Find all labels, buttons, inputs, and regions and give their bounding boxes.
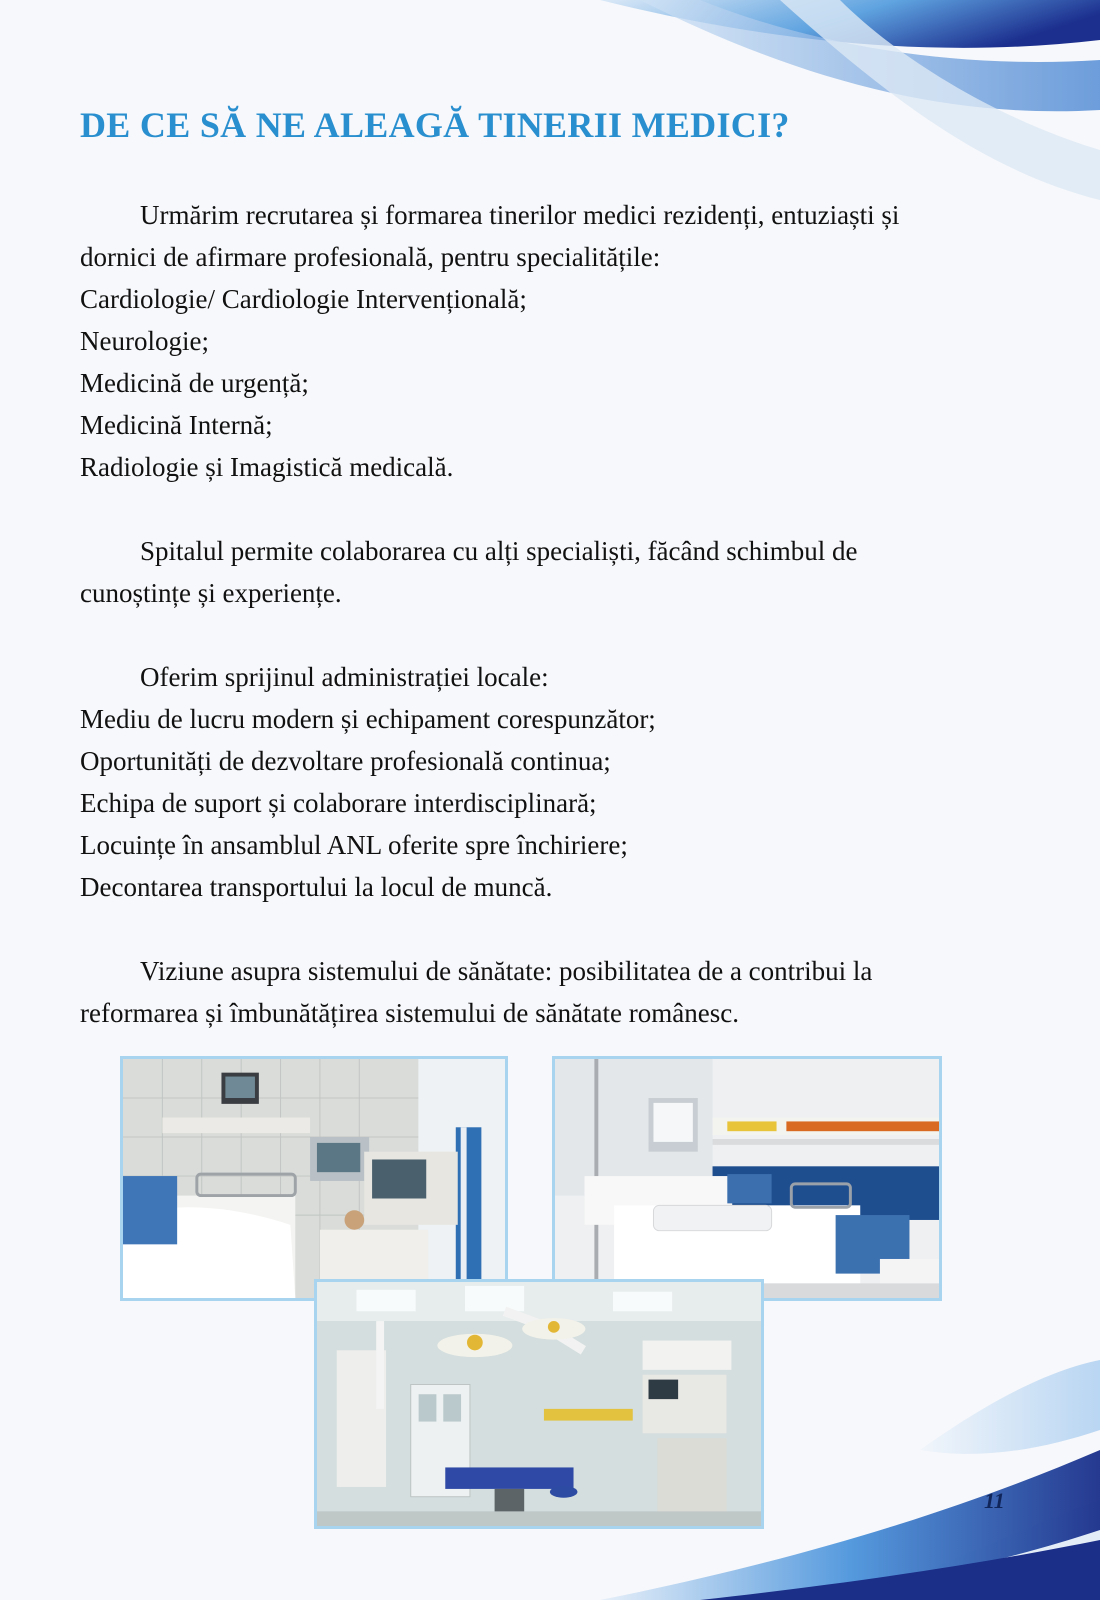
specialty-item: Radiologie și Imagistică medicală. xyxy=(80,452,454,482)
body-text xyxy=(80,194,960,1034)
specialty-item: Medicină Internă; xyxy=(80,410,273,440)
page-title: DE CE SĂ NE ALEAGĂ TINERII MEDICI? xyxy=(80,105,790,145)
specialty-item: Neurologie; xyxy=(80,326,209,356)
support-item: Decontarea transportului la locul de muncă. xyxy=(80,872,553,902)
support-item: Mediu de lucru modern și echipament corespunzător; xyxy=(80,704,656,734)
page-number: 11 xyxy=(984,1488,1005,1513)
collaboration-paragraph: Spitalul permite colaborarea cu alți specialiști, făcând schimbul de cunoștințe și experiențe. xyxy=(80,536,858,608)
operating-room-photo xyxy=(314,1279,764,1529)
support-paragraph: Oferim sprijinul administrației locale: xyxy=(140,662,549,692)
support-item: Echipa de suport și colaborare interdisciplinară; xyxy=(80,788,597,818)
specialty-item: Medicină de urgență; xyxy=(80,368,309,398)
specialty-item: Cardiologie/ Cardiologie Intervențională; xyxy=(80,284,527,314)
hospital-ward-photo xyxy=(552,1056,942,1301)
icu-room-photo xyxy=(120,1056,508,1301)
support-item: Locuințe în ansamblul ANL oferite spre închiriere; xyxy=(80,830,628,860)
recruitment-paragraph: Urmărim recrutarea și formarea tinerilor medici rezidenți, entuziaști și dornici de afirmare profesională, pentru specialitățile: xyxy=(80,200,900,272)
vision-paragraph: Viziune asupra sistemului de sănătate: posibilitatea de a contribui la reformarea și îmbunătățirea sistemului de sănătate românesc. xyxy=(80,956,873,1028)
support-item: Oportunități de dezvoltare profesională continua; xyxy=(80,746,611,776)
